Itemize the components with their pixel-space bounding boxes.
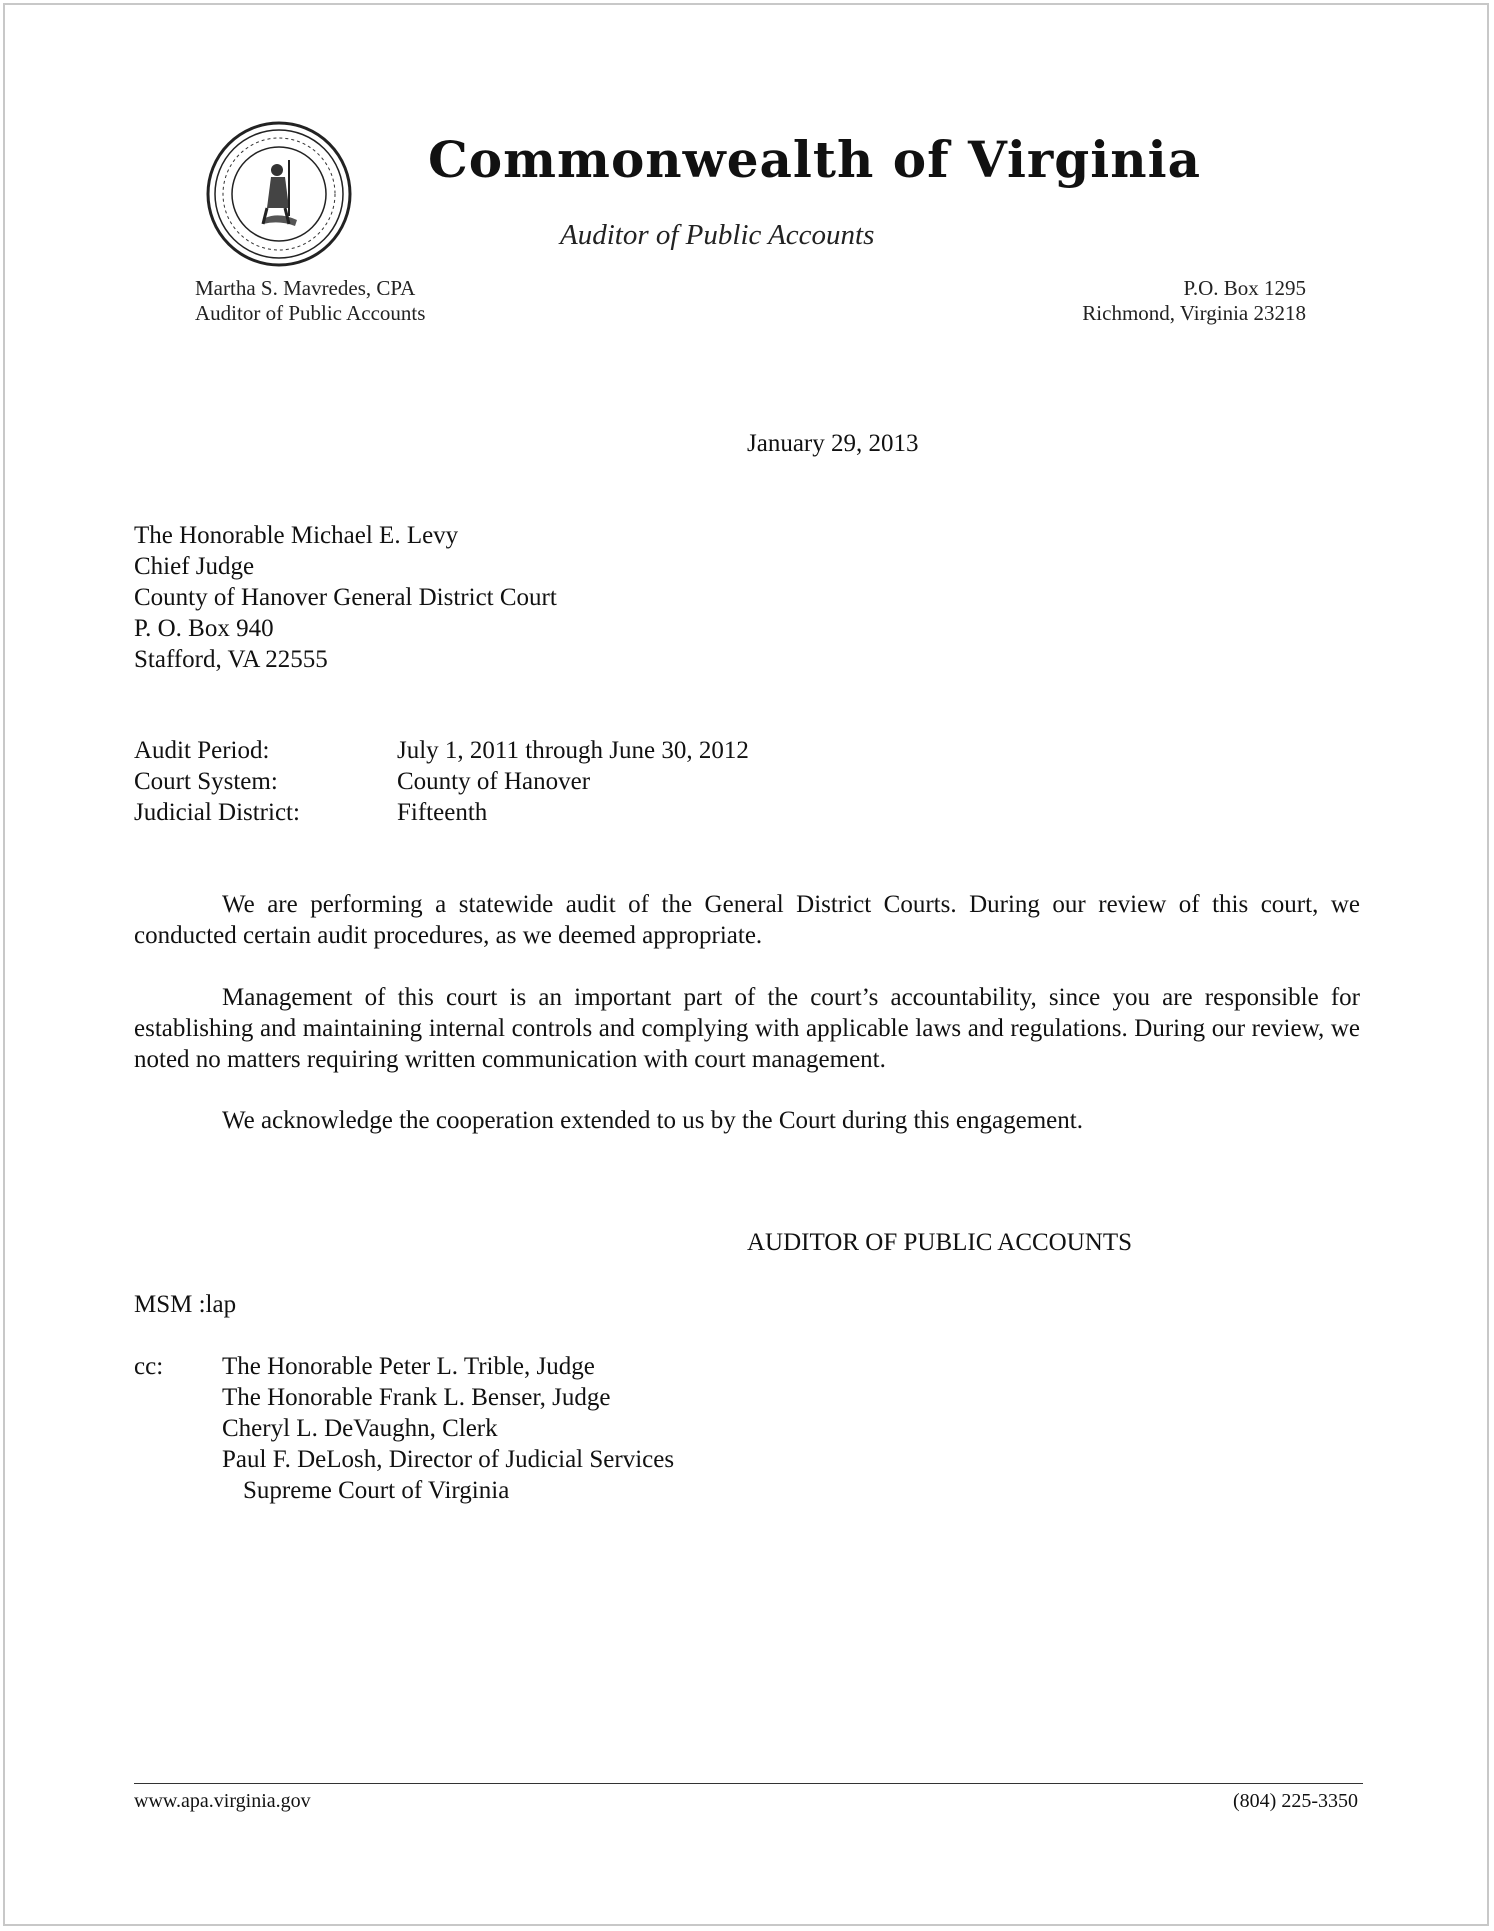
- cc-label: cc:: [134, 1353, 164, 1380]
- virginia-state-seal-icon: [205, 120, 353, 268]
- office-address-block: [1082, 276, 1306, 326]
- cc-list: [222, 1351, 674, 1506]
- addressee-block: [134, 520, 557, 675]
- cc-recipient: The Honorable Frank L. Benser, Judge: [222, 1384, 611, 1411]
- footer-phone: (804) 225-3350: [1233, 1790, 1358, 1812]
- audit-info-value: Fifteenth: [397, 799, 488, 826]
- reference-initials: MSM :lap: [134, 1291, 237, 1318]
- audit-info-label: Audit Period:: [134, 737, 270, 764]
- office-city: Richmond, Virginia 23218: [1082, 301, 1306, 325]
- auditor-title: Auditor of Public Accounts: [195, 301, 426, 325]
- audit-info-label: Court System:: [134, 768, 278, 795]
- body-paragraph: We acknowledge the cooperation extended to us by the Court during this engagement.: [222, 1107, 1083, 1134]
- addressee-line: P. O. Box 940: [134, 615, 274, 642]
- auditor-name: Martha S. Mavredes, CPA: [195, 276, 416, 300]
- letterhead-title: Commonwealth of Virginia: [428, 130, 1201, 189]
- addressee-line: Stafford, VA 22555: [134, 646, 328, 673]
- addressee-line: County of Hanover General District Court: [134, 584, 557, 611]
- footer-divider: [134, 1783, 1363, 1784]
- office-po-box: P.O. Box 1295: [1183, 276, 1306, 300]
- cc-recipient: Paul F. DeLosh, Director of Judicial Services: [222, 1446, 675, 1473]
- cc-recipient: The Honorable Peter L. Trible, Judge: [222, 1353, 595, 1380]
- audit-info-value: July 1, 2011 through June 30, 2012: [397, 737, 749, 764]
- body-paragraph: We are performing a statewide audit of the General District Courts. During our review of this court, we conducted certain audit procedures, as we deemed appropriate.: [134, 891, 1360, 949]
- cc-recipient: Cheryl L. DeVaughn, Clerk: [222, 1415, 498, 1442]
- body-paragraph: Management of this court is an important part of the court’s accountability, since you are responsible for establishing and maintaining internal controls and complying with applicable laws and regulations. During our review, we noted no matters requiring written communication with court management.: [134, 984, 1360, 1073]
- addressee-line: Chief Judge: [134, 553, 255, 580]
- audit-info-label: Judicial District:: [134, 799, 300, 826]
- letter-date: January 29, 2013: [747, 430, 919, 457]
- audit-info-row: [134, 797, 749, 828]
- footer-website: www.apa.virginia.gov: [134, 1790, 311, 1812]
- addressee-line: The Honorable Michael E. Levy: [134, 522, 459, 549]
- auditor-name-block: [195, 276, 425, 326]
- audit-info-value: County of Hanover: [397, 768, 591, 795]
- audit-info-row: [134, 766, 749, 797]
- cc-recipient-continuation: Supreme Court of Virginia: [243, 1477, 510, 1504]
- letterhead-subtitle: Auditor of Public Accounts: [560, 219, 875, 251]
- audit-info-row: [134, 735, 749, 766]
- audit-info-block: [134, 735, 749, 828]
- signature-block: AUDITOR OF PUBLIC ACCOUNTS: [747, 1229, 1133, 1256]
